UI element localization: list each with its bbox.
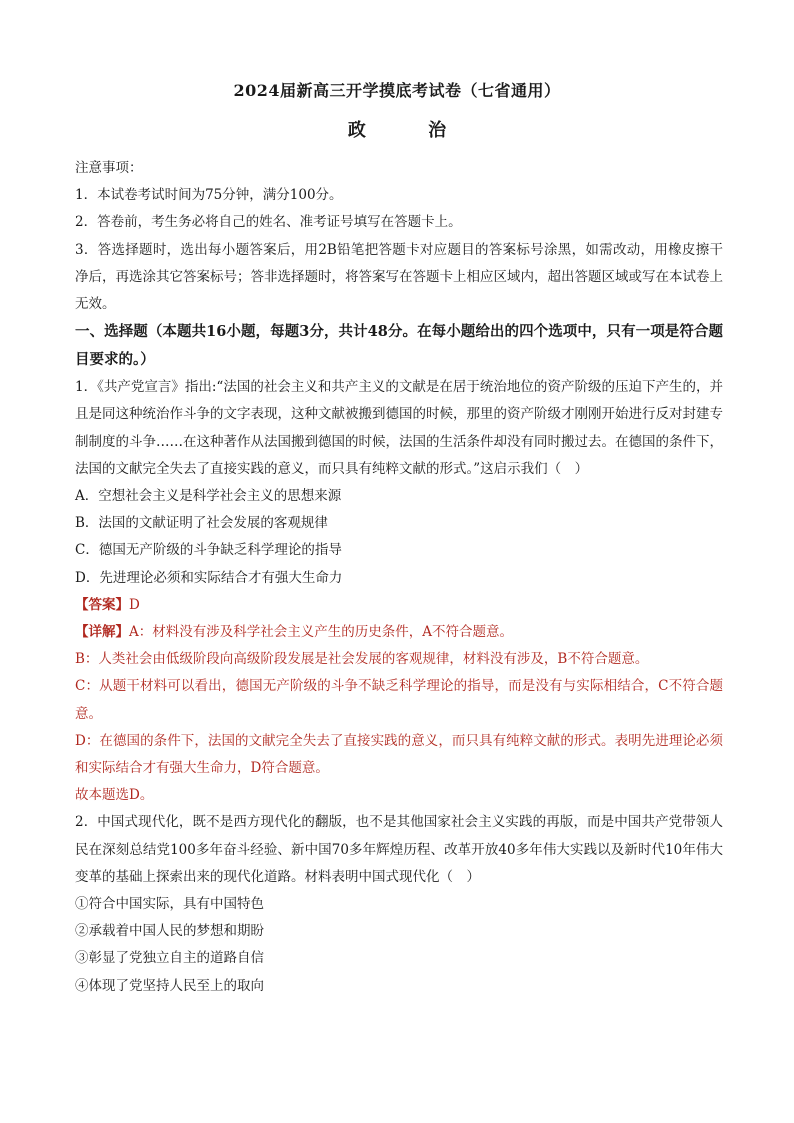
q2-item-3: ③彰显了党独立自主的道路自信 (75, 950, 264, 967)
q1-option-b: B．法国的文献证明了社会发展的客观规律 (75, 515, 328, 532)
q1-option-d: D．先进理论必须和实际结合才有强大生命力 (75, 569, 343, 586)
q1-answer (75, 592, 723, 619)
q1-detail-c: C：从题干材料可以看出，德国无产阶级的斗争不缺乏科学理论的指导，而是没有与实际相结合，C不符合题意。 (75, 678, 723, 722)
q2-item-2: ②承载着中国人民的梦想和期盼 (75, 923, 264, 940)
q1-option-a: A．空想社会主义是科学社会主义的思想来源 (75, 488, 342, 505)
q1-detail-a (75, 619, 723, 646)
q1-conclusion: 故本题选D。 (75, 787, 154, 804)
q2-item-4: ④体现了党坚持人民至上的取向 (75, 977, 264, 994)
q1-option-c: C．德国无产阶级的斗争缺乏科学理论的指导 (75, 542, 342, 559)
q1-detail-b: B：人类社会由低级阶段向高级阶段发展是社会发展的客观规律，材料没有涉及，B不符合题意。 (75, 651, 649, 668)
answer-tag: 【答案】 (75, 596, 129, 613)
detail-line-a: A：材料没有涉及科学社会主义产生的历史条件，A不符合题意。 (129, 624, 513, 641)
notice-item-1: 1．本试卷考试时间为75分钟，满分100分。 (75, 187, 343, 204)
q2-stem: 2．中国式现代化，既不是西方现代化的翻版，也不是其他国家社会主义实践的再版，而是中国共产党带领人民在深刻总结党100多年奋斗经验、新中国70多年辉煌历程、改革开放40多年伟大实践以及新时代10年伟大变革的基础上探索出来的现代化道路。材料表明中国式现代化（ ） (75, 814, 723, 885)
detail-tag: 【详解】 (75, 624, 129, 641)
answer-value: D (129, 596, 140, 613)
notice-item-3: 3．答选择题时，选出每小题答案后，用2B铅笔把答题卡对应题目的答案标号涂黑，如需改动，用橡皮擦干净后，再选涂其它答案标号；答非选择题时，将答案写在答题卡上相应区域内，超出答题区域或写在本试卷上无效。 (75, 241, 723, 313)
q1-stem: 1．《共产党宣言》指出:“法国的社会主义和共产主义的文献是在居于统治地位的资产阶级的压迫下产生的，并且是同这种统治作斗争的文字表现，这种文献被搬到德国的时候，那里的资产阶级才刚刚开始进行反对封建专制制度的斗争……在这种著作从法国搬到德国的时候，法国的生活条件却没有同时搬过去。在德国的条件下，法国的文献完全失去了直接实践的意义，而只具有纯粹文献的形式。”这启示我们（ ） (75, 379, 723, 477)
notice-item-2: 2．答卷前，考生务必将自己的姓名、准考证号填写在答题卡上。 (75, 214, 462, 231)
q2-item-1: ①符合中国实际，具有中国特色 (75, 896, 264, 913)
exam-content (75, 155, 723, 1000)
notice-heading: 注意事项： (75, 160, 143, 176)
section-heading-choice: 一、选择题（本题共16小题，每题3分，共计48分。在每小题给出的四个选项中，只有一项是符合题目要求的。） (75, 323, 723, 369)
exam-title: 2024届新高三开学摸底考试卷（七省通用） (233, 81, 561, 100)
subject-title: 政 治 (347, 120, 475, 141)
q1-detail-d: D：在德国的条件下，法国的文献完全失去了直接实践的意义，而只具有纯粹文献的形式。表明先进理论必须和实际结合才有强大生命力，D符合题意。 (75, 732, 723, 777)
